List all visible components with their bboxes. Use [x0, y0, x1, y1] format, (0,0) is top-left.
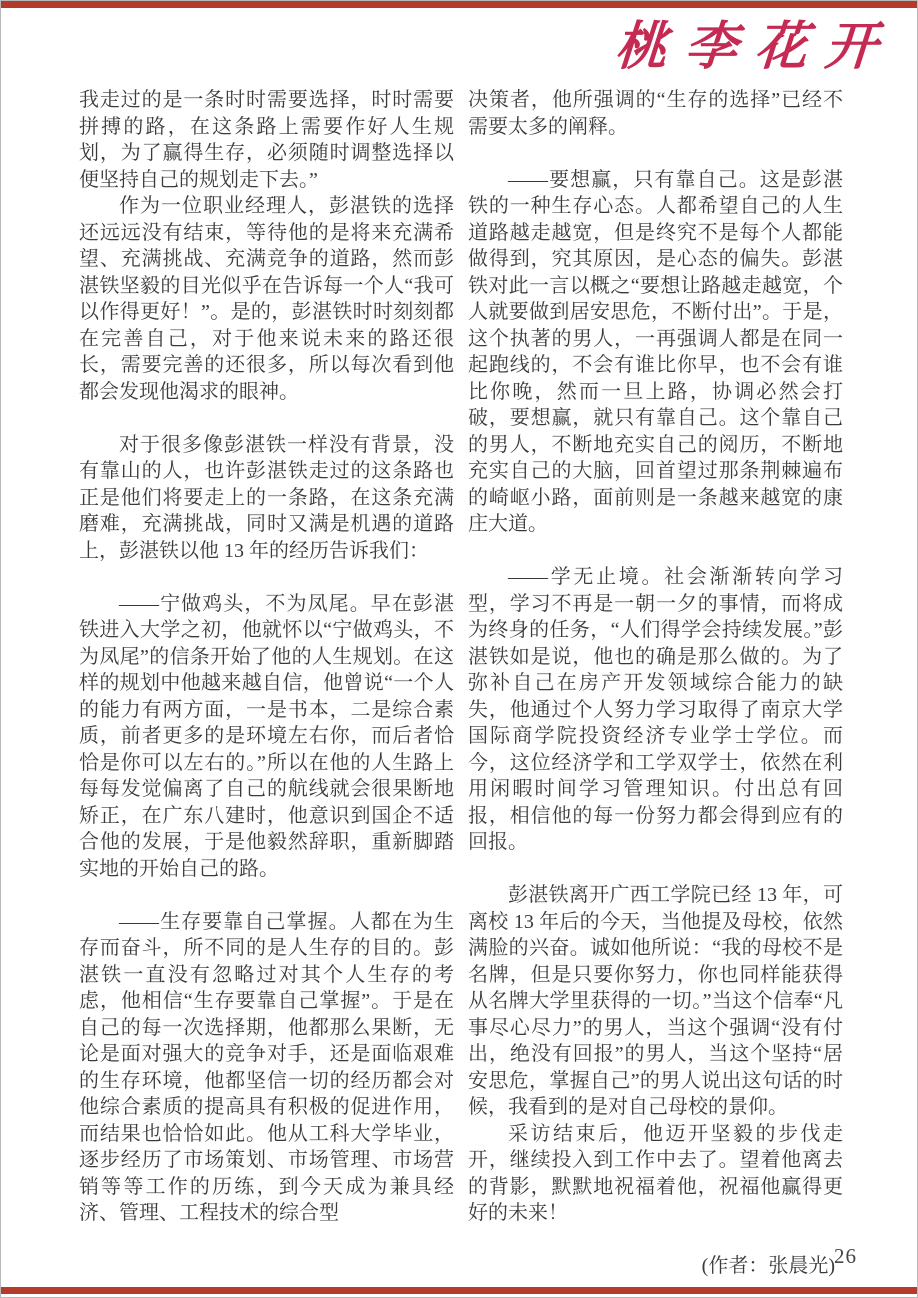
bottom-red-rule	[1, 1287, 917, 1294]
top-red-rule	[1, 1, 917, 8]
paragraph: ——宁做鸡头，不为凤尾。早在彭湛铁进入大学之初，他就怀以“宁做鸡头，不为凤尾”的信条开始了他的人生规划。在这样的规划中他越来越自信，他曾说“一个人的能力有两方面，一是书本，二是综合素质，前者更多的是环境左右你，而后者恰恰是你可以左右的。”所以在他的人生路上每每发觉偏离了自己的航线就会很果断地矫正，在广东八建时，他意识到国企不适合他的发展，于是他毅然辞职，重新脚踏实地的开始自己的路。	[79, 592, 454, 880]
author-byline: (作者：张晨光)	[701, 1255, 835, 1277]
paragraph: ——生存要靠自己掌握。人都在为生存而奋斗，所不同的是人生存的目的。彭湛铁一直没有忽略过对其个人生存的考虑，他相信“生存要靠自己掌握”。于是在自己的每一次选择期，他都那么果断，无论是面对强大的竞争对手，还是面临艰难的生存环境，他都坚信一切的经历都会对他综合素质的提高具有积极的促进作用，而结果也恰恰如此。他从工科大学毕业，逐步经历了市场策划、市场管理、市场营销等等工作的历练，到今天成为兼具经济、管理、工程技术的综合型	[79, 910, 454, 1224]
paragraph: 对于很多像彭湛铁一样没有背景，没有靠山的人，也许彭湛铁走过的这条路也正是他们将要走上的一条路，在这条充满磨难，充满挑战，同时又满是机遇的道路上，彭湛铁以他 13 年的经历告诉我们：	[79, 433, 454, 562]
article-body	[79, 87, 843, 1280]
paragraph: ——学无止境。社会渐渐转向学习型，学习不再是一朝一夕的事情，而将成为终身的任务，“人们得学会持续发展。”彭湛铁如是说，他也的确是那么做的。为了弥补自己在房产开发领域综合能力的缺失，他通过个人努力学习取得了南京大学国际商学院投资经济专业学士学位。而今，这位经济学和工学双学士，依然在利用闲暇时间学习管理知识。付出总有回报，相信他的每一份努力都会得到应有的回报。	[468, 566, 843, 853]
paragraph: 作为一位职业经理人，彭湛铁的选择还远远没有结束，等待他的是将来充满希望、充满挑战、充满竞争的道路，然而彭湛铁坚毅的目光似乎在告诉每一个人“我可以作得更好！”。是的，彭湛铁时时刻刻都在完善自己，对于他来说未来的路还很长，需要完善的还很多，所以每次看到他都会发现他渴求的眼神。	[79, 195, 454, 403]
page-number: 26	[834, 1244, 857, 1268]
masthead-calligraphy: 桃李花开	[613, 19, 898, 76]
paragraph: ——要想赢，只有靠自己。这是彭湛铁的一种生存心态。人都希望自己的人生道路越走越宽，但是终究不是每个人都能做得到，究其原因，是心态的偏失。彭湛铁对此一言以概之“要想让路越走越宽，个人就要做到居安思危，不断付出”。于是，这个执著的男人，一再强调人都是在同一起跑线的，不会有谁比你早，也不会有谁比你晚，然而一旦上路，协调必然会打破，要想赢，就只有靠自己。这个靠自己的男人，不断地充实自己的阅历，不断地充实自己的大脑，回首望过那条荆棘遍布的崎岖小路，面前则是一条越来越宽的康庄大道。	[468, 168, 843, 535]
paragraph: 彭湛铁离开广西工学院已经 13 年，可离校 13 年后的今天，当他提及母校，依然满脸的兴奋。诚如他所说：“我的母校不是名牌，但是只要你努力，你也同样能获得从名牌大学里获得的一切。”当这个信奉“凡事尽心尽力”的男人，当这个强调“没有付出，绝没有回报”的男人，当这个坚持“居安思危，掌握自己”的男人说出这句话的时候，我看到的是对自己母校的景仰。	[468, 884, 843, 1118]
paragraph: 采访结束后，他迈开坚毅的步伐走开，继续投入到工作中去了。望着他离去的背影，默默地祝福着他，祝福他赢得更好的未来！	[468, 1122, 843, 1224]
paragraph: 决策者，他所强调的“生存的选择”已经不需要太多的阐释。	[468, 89, 843, 138]
paragraph: 我走过的是一条时时需要选择，时时需要拼搏的路，在这条路上需要作好人生规划，为了赢得生存，必须随时调整选择以便坚持自己的规划走下去。”	[79, 89, 454, 191]
left-column	[79, 87, 454, 1280]
right-column	[468, 87, 843, 1280]
